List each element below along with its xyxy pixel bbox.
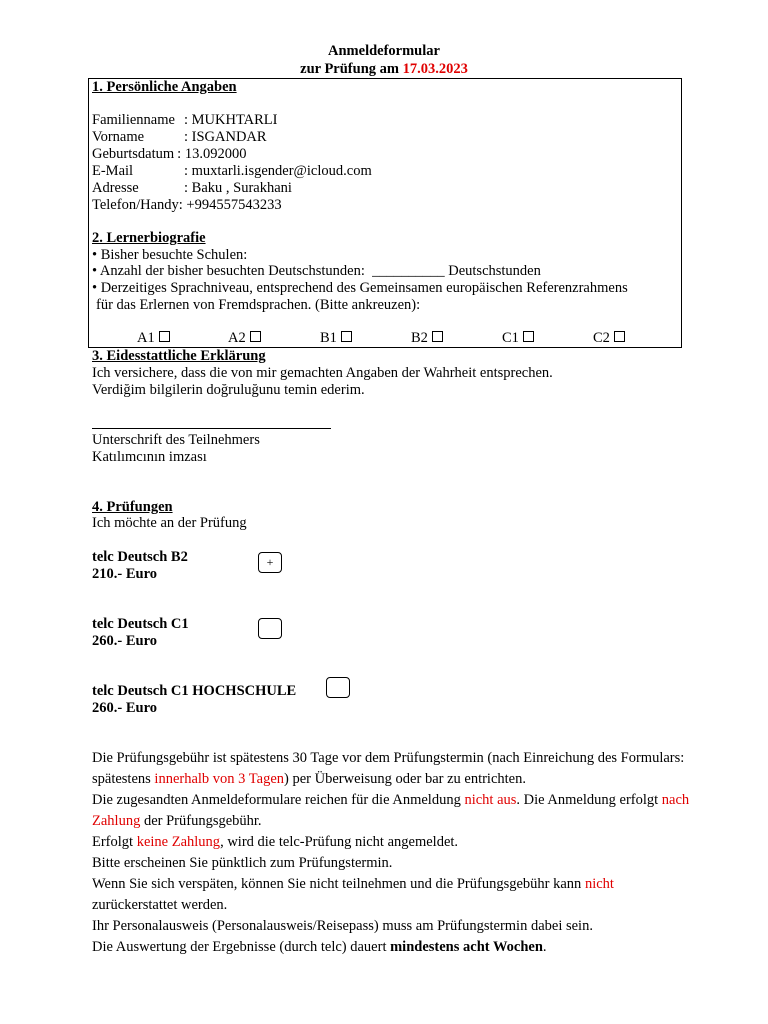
note-no-payment — [92, 832, 692, 853]
exam-c1-price: 260.- Euro — [92, 633, 157, 649]
bullet-schools: • Bisher besuchte Schulen: — [92, 247, 248, 263]
level-a2[interactable] — [228, 330, 261, 347]
field-sep: : — [184, 112, 192, 128]
field-value: 13.092000 — [184, 146, 247, 162]
exam-intro: Ich möchte an der Prüfung — [92, 515, 247, 531]
form-subtitle — [0, 61, 768, 78]
note-late — [92, 874, 692, 916]
bullet-level-line1: • Derzeitiges Sprachniveau, entsprechend des Gemeinsamen europäischen Referenzrahmens — [92, 280, 628, 296]
field-familienname — [92, 112, 278, 129]
level-label: B1 — [320, 330, 337, 346]
note-payment-deadline — [92, 748, 692, 790]
note-results — [92, 937, 692, 958]
level-c2[interactable] — [593, 330, 625, 347]
field-value: muxtarli.isgender@icloud.com — [191, 163, 372, 179]
declaration-tr: Verdiğim bilgilerin doğruluğunu temin ederim. — [92, 382, 365, 398]
subtitle-prefix: zur Prüfung am — [300, 61, 403, 77]
note-highlight: nach Zahlung — [92, 792, 690, 829]
checkbox-icon[interactable] — [432, 331, 443, 342]
section2-heading: 2. Lernerbiografie — [92, 230, 206, 246]
field-label: Adresse — [92, 180, 139, 196]
bullet-hours-suffix: Deutschstunden — [448, 263, 541, 279]
field-label: Geburtsdatum — [92, 146, 175, 162]
level-b2[interactable] — [411, 330, 443, 347]
hours-blank: __________ — [372, 263, 445, 279]
level-label: A2 — [228, 330, 246, 346]
checkbox-icon[interactable] — [159, 331, 170, 342]
checkbox-icon[interactable] — [614, 331, 625, 342]
exam-c1-checkbox[interactable] — [258, 618, 282, 639]
checkbox-icon[interactable] — [250, 331, 261, 342]
notes-paragraph — [92, 748, 692, 958]
note-registration — [92, 790, 692, 832]
exam-date: 17.03.2023 — [402, 61, 468, 77]
note-text: Wenn Sie sich verspäten, können Sie nicht teilnehmen und die Prüfungsgebühr kann — [92, 876, 585, 892]
field-label: Telefon/Handy: — [92, 197, 183, 213]
level-label: A1 — [137, 330, 155, 346]
field-label: Vorname — [92, 129, 145, 145]
note-highlight: innerhalb von 3 Tagen — [154, 771, 285, 787]
field-sep: : — [184, 129, 192, 145]
section1-heading: 1. Persönliche Angaben — [92, 79, 237, 95]
signature-line[interactable] — [92, 428, 331, 429]
checkbox-icon[interactable] — [341, 331, 352, 342]
field-label: Familienname — [92, 112, 175, 128]
field-label: E-Mail — [92, 163, 134, 179]
note-highlight: nicht aus — [464, 792, 517, 808]
exam-c1h-checkbox[interactable] — [326, 677, 350, 698]
exam-b2-checkbox[interactable]: + — [258, 552, 282, 573]
form-title: Anmeldeformular — [328, 43, 440, 59]
note-text: Die zugesandten Anmeldeformulare reichen für die Anmeldung — [92, 792, 465, 808]
field-email — [92, 163, 372, 180]
note-punctuality: Bitte erscheinen Sie pünktlich zum Prüfungstermin. — [92, 855, 393, 871]
note-text: . — [542, 939, 547, 955]
note-highlight: keine Zahlung — [136, 834, 221, 850]
section4-heading: 4. Prüfungen — [92, 499, 173, 515]
note-text: Die Prüfungsgebühr ist spätestens 30 Tage vor dem Prüfungstermin (nach Einreichung des Formulars: spätestens — [92, 750, 685, 787]
bullet-hours-prefix: • Anzahl der bisher besuchten Deutschstunden: — [92, 263, 365, 279]
note-text: der Prüfungsgebühr. — [140, 813, 262, 829]
note-text: , wird die telc-Prüfung nicht angemeldet. — [220, 834, 459, 850]
field-adresse — [92, 180, 292, 197]
note-text: Erfolgt — [92, 834, 137, 850]
signature-label-tr: Katılımcının imzası — [92, 449, 207, 465]
level-c1[interactable] — [502, 330, 534, 347]
section3-heading: 3. Eidesstattliche Erklärung — [92, 348, 266, 364]
field-sep: : — [184, 163, 192, 179]
signature-label-de: Unterschrift des Teilnehmers — [92, 432, 260, 448]
field-sep: : — [184, 180, 192, 196]
note-text: ) per Überweisung oder bar zu entrichten. — [284, 771, 526, 787]
note-text: Die Auswertung der Ergebnisse (durch telc) dauert — [92, 939, 391, 955]
field-vorname — [92, 129, 267, 146]
exam-b2-name: telc Deutsch B2 — [92, 549, 188, 565]
level-b1[interactable] — [320, 330, 352, 347]
bullet-level-line2: für das Erlernen von Fremdsprachen. (Bitte ankreuzen): — [96, 297, 421, 313]
field-telefon — [92, 197, 282, 214]
exam-c1h-name: telc Deutsch C1 HOCHSCHULE — [92, 683, 297, 699]
field-value: +994557543233 — [186, 197, 282, 213]
level-label: B2 — [411, 330, 428, 346]
note-text: zurückerstattet werden. — [92, 897, 228, 913]
field-value: Baku , Surakhani — [191, 180, 292, 196]
note-bold: mindestens acht Wochen — [390, 939, 543, 955]
field-sep: : — [177, 146, 185, 162]
field-value: MUKHTARLI — [191, 112, 278, 128]
note-highlight: nicht — [584, 876, 614, 892]
level-label: C1 — [502, 330, 519, 346]
bullet-hours — [92, 263, 541, 280]
note-text: . Die Anmeldung erfolgt — [516, 792, 662, 808]
level-a1[interactable] — [137, 330, 170, 347]
checkbox-icon[interactable] — [523, 331, 534, 342]
exam-c1h-price: 260.- Euro — [92, 700, 157, 716]
field-value: ISGANDAR — [191, 129, 267, 145]
note-id: Ihr Personalausweis (Personalausweis/Reisepass) muss am Prüfungstermin dabei sein. — [92, 918, 593, 934]
declaration-de: Ich versichere, dass die von mir gemachten Angaben der Wahrheit entsprechen. — [92, 365, 553, 381]
exam-c1-name: telc Deutsch C1 — [92, 616, 189, 632]
exam-b2-price: 210.- Euro — [92, 566, 157, 582]
level-label: C2 — [593, 330, 610, 346]
field-geburtsdatum — [92, 146, 246, 163]
